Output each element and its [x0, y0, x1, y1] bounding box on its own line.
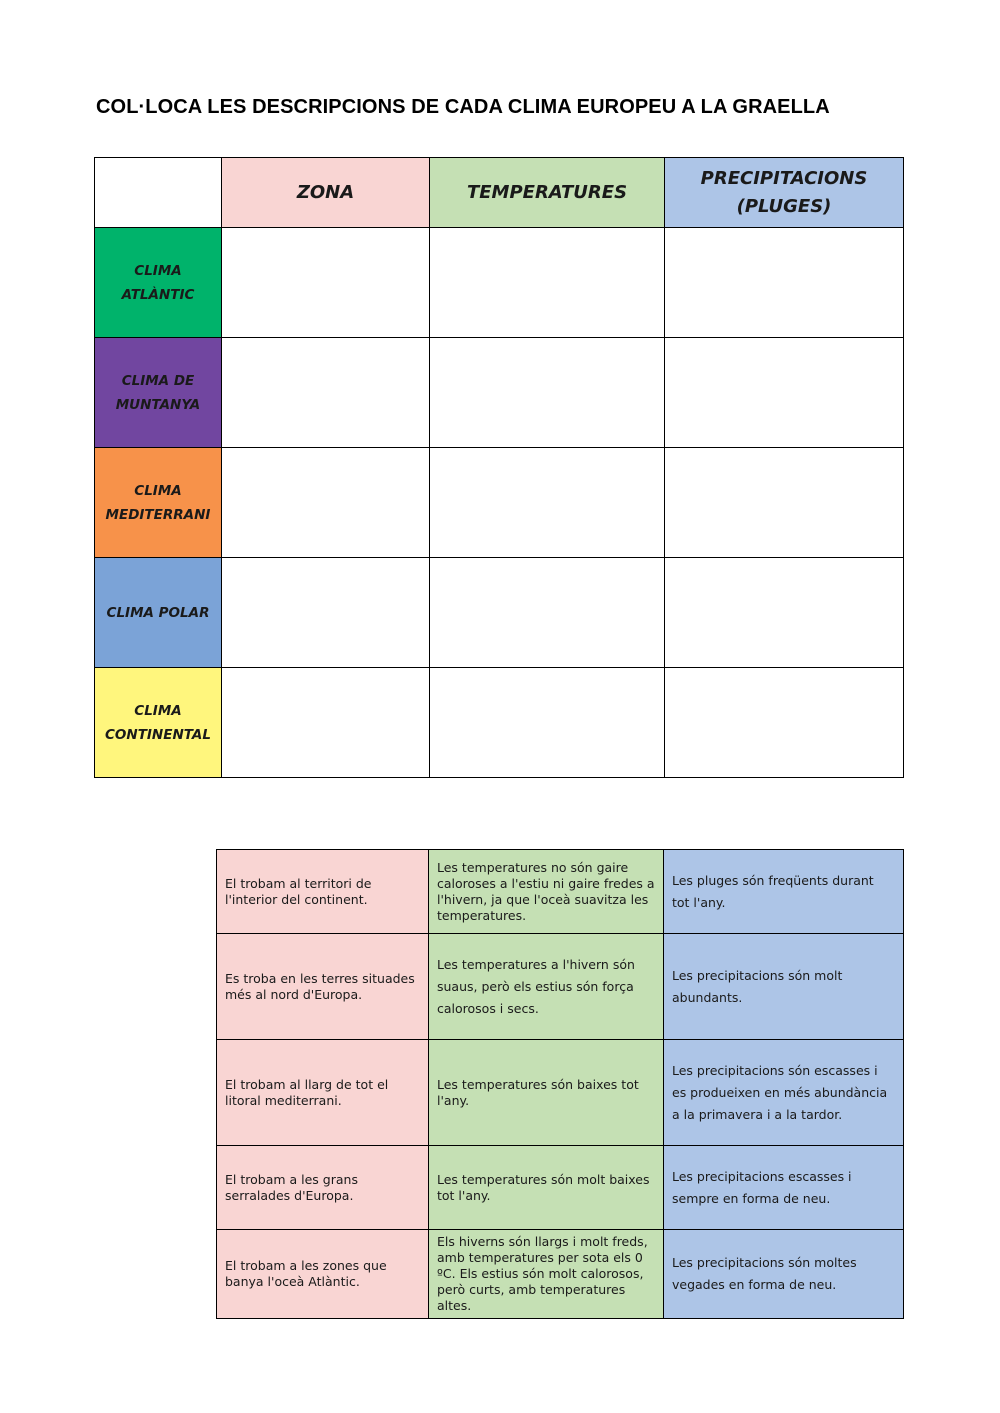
grid-row-muntanya: [95, 338, 904, 448]
card-zona[interactable]: El trobam a les zones que banya l'oceà Atlàntic.: [217, 1230, 429, 1319]
card-temperatures[interactable]: Les temperatures són baixes tot l'any.: [429, 1040, 664, 1146]
grid-row-atlantic: [95, 228, 904, 338]
card-precipitacions[interactable]: Les precipitacions són moltes vegades en forma de neu.: [664, 1230, 904, 1319]
row-label-line1: CLIMA: [134, 702, 182, 719]
card-zona[interactable]: El trobam al territori de l'interior del continent.: [217, 850, 429, 934]
drop-cell-precipitacions[interactable]: [665, 338, 904, 448]
card-precipitacions[interactable]: Les pluges són freqüents durant tot l'any.: [664, 850, 904, 934]
card-temperatures[interactable]: Les temperatures no són gaire caloroses a l'estiu ni gaire fredes a l'hivern, ja que l'oceà suavitza les temperatures.: [429, 850, 664, 934]
card-precipitacions[interactable]: Les precipitacions escasses i sempre en forma de neu.: [664, 1146, 904, 1230]
card-temperatures[interactable]: Les temperatures a l'hivern són suaus, però els estius són força calorosos i secs.: [429, 934, 664, 1040]
cards-row: [217, 1040, 904, 1146]
row-label-mediterrani: [95, 448, 222, 558]
row-label-line2: MUNTANYA: [115, 396, 201, 413]
row-label-muntanya: [95, 338, 222, 448]
climate-grid: [94, 157, 904, 778]
card-temperatures[interactable]: Els hiverns són llargs i molt freds, amb temperatures per sota els 0 ºC. Els estius són molt calorosos, però curts, amb temperatures altes.: [429, 1230, 664, 1319]
drop-cell-zona[interactable]: [222, 338, 430, 448]
drop-cell-precipitacions[interactable]: [665, 228, 904, 338]
description-cards: [216, 849, 904, 1319]
header-temperatures: TEMPERATURES: [430, 158, 665, 228]
grid-row-continental: [95, 668, 904, 778]
row-label-line1: CLIMA POLAR: [106, 604, 210, 621]
row-label-line2: MEDITERRANI: [105, 506, 211, 523]
header-precipitacions-line2: (PLUGES): [736, 195, 832, 217]
row-label-line1: CLIMA DE: [121, 372, 195, 389]
card-zona[interactable]: El trobam a les grans serralades d'Europa.: [217, 1146, 429, 1230]
drop-cell-precipitacions[interactable]: [665, 448, 904, 558]
row-label-line2: CONTINENTAL: [105, 726, 211, 743]
row-label-atlantic: [95, 228, 222, 338]
row-label-line1: CLIMA: [134, 262, 182, 279]
row-label-line2: ATLÀNTIC: [121, 286, 195, 303]
header-zona: ZONA: [222, 158, 430, 228]
drop-cell-zona[interactable]: [222, 448, 430, 558]
drop-cell-temperatures[interactable]: [430, 228, 665, 338]
page-title: COL·LOCA LES DESCRIPCIONS DE CADA CLIMA EUROPEU A LA GRAELLA: [96, 96, 830, 118]
header-precipitacions: [665, 158, 904, 228]
drop-cell-zona[interactable]: [222, 668, 430, 778]
card-zona[interactable]: Es troba en les terres situades més al nord d'Europa.: [217, 934, 429, 1040]
cards-row: [217, 850, 904, 934]
drop-cell-zona[interactable]: [222, 228, 430, 338]
row-label-polar: [95, 558, 222, 668]
header-precipitacions-line1: PRECIPITACIONS: [700, 167, 868, 189]
drop-cell-temperatures[interactable]: [430, 558, 665, 668]
card-zona[interactable]: El trobam al llarg de tot el litoral mediterrani.: [217, 1040, 429, 1146]
card-precipitacions[interactable]: Les precipitacions són molt abundants.: [664, 934, 904, 1040]
cards-row: [217, 934, 904, 1040]
drop-cell-temperatures[interactable]: [430, 448, 665, 558]
drop-cell-zona[interactable]: [222, 558, 430, 668]
drop-cell-precipitacions[interactable]: [665, 558, 904, 668]
drop-cell-temperatures[interactable]: [430, 668, 665, 778]
grid-header-row: [95, 158, 904, 228]
cards-row: [217, 1230, 904, 1319]
card-temperatures[interactable]: Les temperatures són molt baixes tot l'any.: [429, 1146, 664, 1230]
grid-row-mediterrani: [95, 448, 904, 558]
row-label-line1: CLIMA: [134, 482, 182, 499]
drop-cell-temperatures[interactable]: [430, 338, 665, 448]
drop-cell-precipitacions[interactable]: [665, 668, 904, 778]
cards-row: [217, 1146, 904, 1230]
row-label-continental: [95, 668, 222, 778]
card-precipitacions[interactable]: Les precipitacions són escasses i es produeixen en més abundància a la primavera i a la tardor.: [664, 1040, 904, 1146]
grid-row-polar: [95, 558, 904, 668]
grid-corner-cell: [95, 158, 222, 228]
